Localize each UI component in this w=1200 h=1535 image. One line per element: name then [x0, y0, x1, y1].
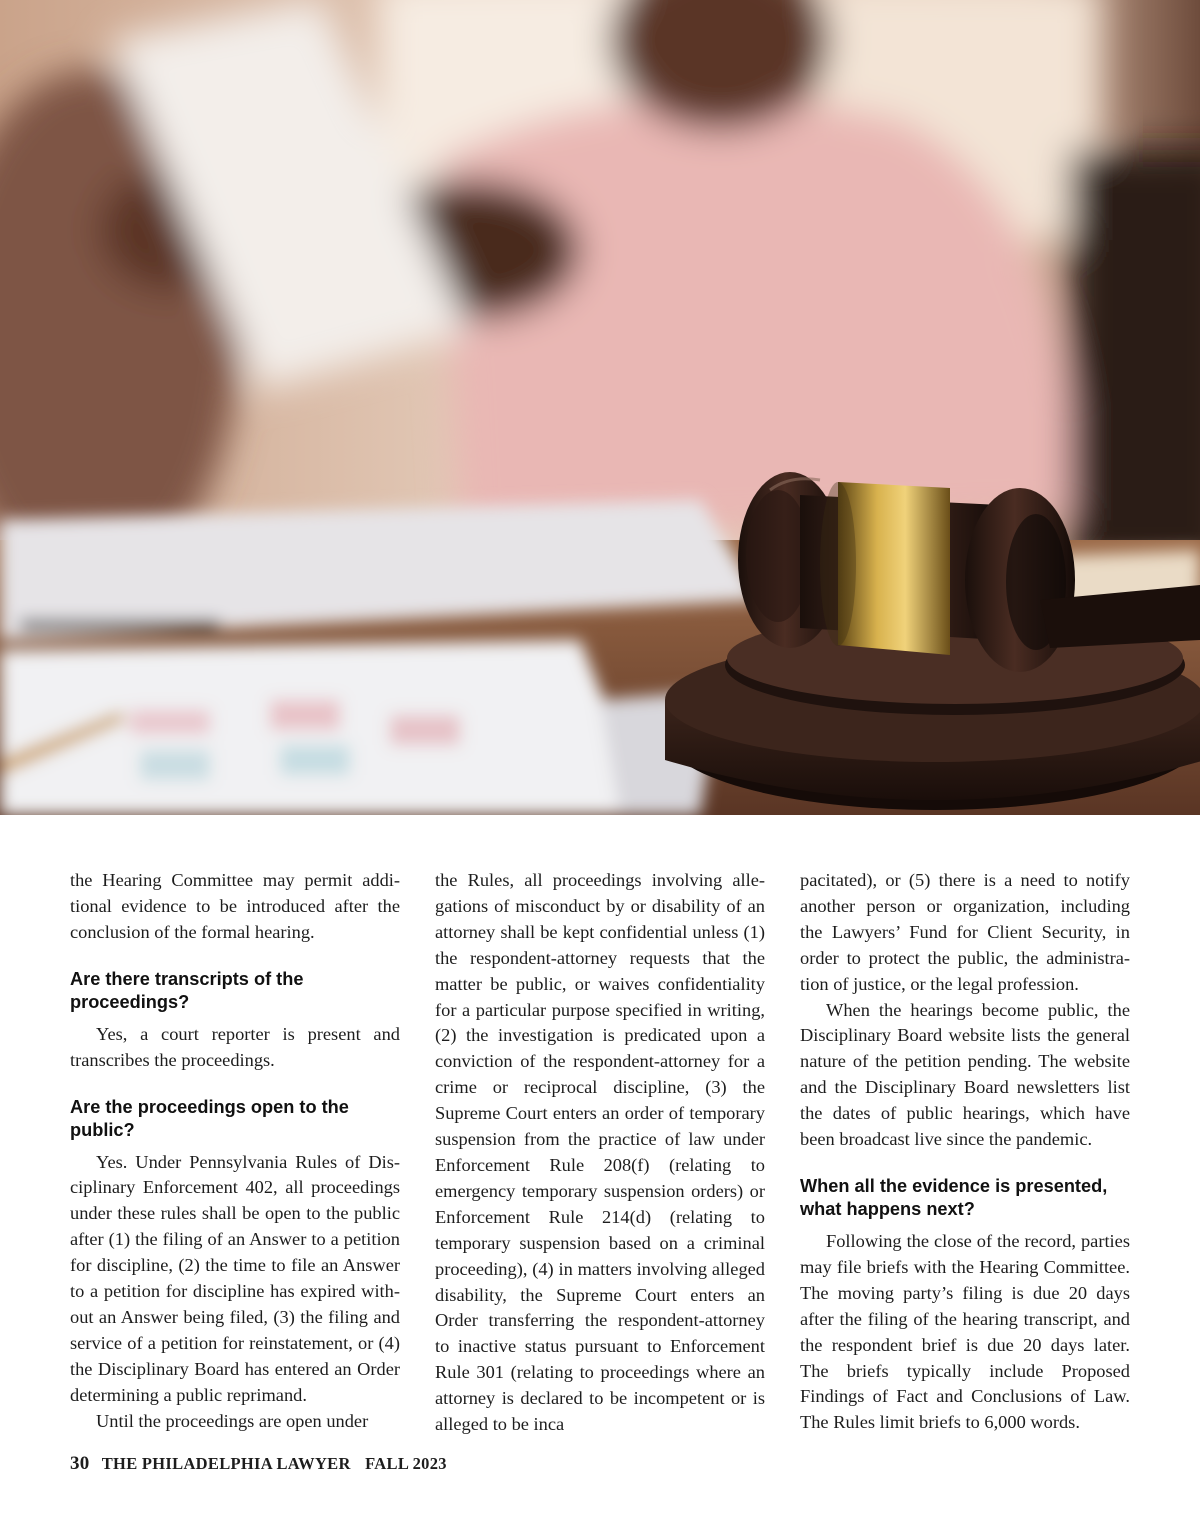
paragraph: Following the close of the record, parties may file briefs with the Hearing Committee. The moving party’s filing is due 20 days after the filing of the hearing transcript, and the respondent brief is due 20 days later. The briefs typically include Proposed Findings of Fact and Conclusions of Law. The Rules limit briefs to 6,000 words. — [800, 1230, 1130, 1433]
paragraph: pacitated), or (5) there is a need to notify another person or organization, including the Lawyers’ Fund for Client Security, in order to protect the public, the administration of justice, or the legal profession. — [800, 870, 1130, 994]
section-heading: Are there transcripts of the proceedings? — [70, 968, 304, 1012]
text-column-1 — [70, 868, 400, 1435]
publication-name: THE PHILADELPHIA LAWYER — [101, 1454, 351, 1473]
text-column-2 — [435, 868, 765, 1438]
section-heading: When all the evidence is presented, what happens next? — [800, 1175, 1108, 1219]
page-footer — [70, 1453, 447, 1475]
paragraph: Yes. Under Pennsylvania Rules of Disciplinary Enforcement 402, all proceedings under these rules shall be open to the public after (1) the filing of an Answer to a petition for discipline, (2) the time to file an Answer to a petition for discipline has expired without an Answer being filed, (3) the filing and service of a petition for reinstatement, or (4) the Disciplinary Board has entered an Order determining a public reprimand. — [70, 1151, 400, 1405]
section-heading: Are the proceedings open to the public? — [70, 1096, 349, 1140]
paragraph: Yes, a court reporter is present and transcribes the proceedings. — [70, 1023, 400, 1070]
paragraph: the Rules, all proceedings involving allegations of misconduct by or disability of an attorney shall be kept confidential unless (1) the respondent-attorney requests that the matter be public, or waives confidentiality for a particular purpose specified in writing, (2) the investigation is predicated upon a conviction of the respondent-attorney for a crime or reciprocal discipline, (3) the Supreme Court enters an order of temporary suspension from the practice of law under Enforcement Rule 208(f) (relating to emergency temporary suspension orders) or Enforcement Rule 214(d) (relating to temporary suspension based on a criminal proceeding), (4) in matters involving alleged disability, the Supreme Court enters an Order transferring the respondent-attorney to inactive status pursuant to Enforcement Rule 301 (relating to proceedings where an attorney is declared to be incompetent or is alleged to be inca — [435, 870, 765, 1435]
paragraph: the Hearing Committee may permit additional evidence to be introduced after the conclusion of the formal hearing. — [70, 870, 400, 942]
paragraph: When the hearings become public, the Disciplinary Board website lists the general nature of the petition pending. The website and the Disciplinary Board newsletters list the dates of public hearings, which have been broadcast live since the pandemic. — [800, 999, 1130, 1150]
issue-label: FALL 2023 — [365, 1454, 447, 1473]
paragraph: Until the proceedings are open under — [96, 1410, 369, 1431]
article-body — [70, 868, 1130, 1435]
page-number: 30 — [70, 1453, 90, 1474]
text-column-3 — [800, 868, 1130, 1436]
